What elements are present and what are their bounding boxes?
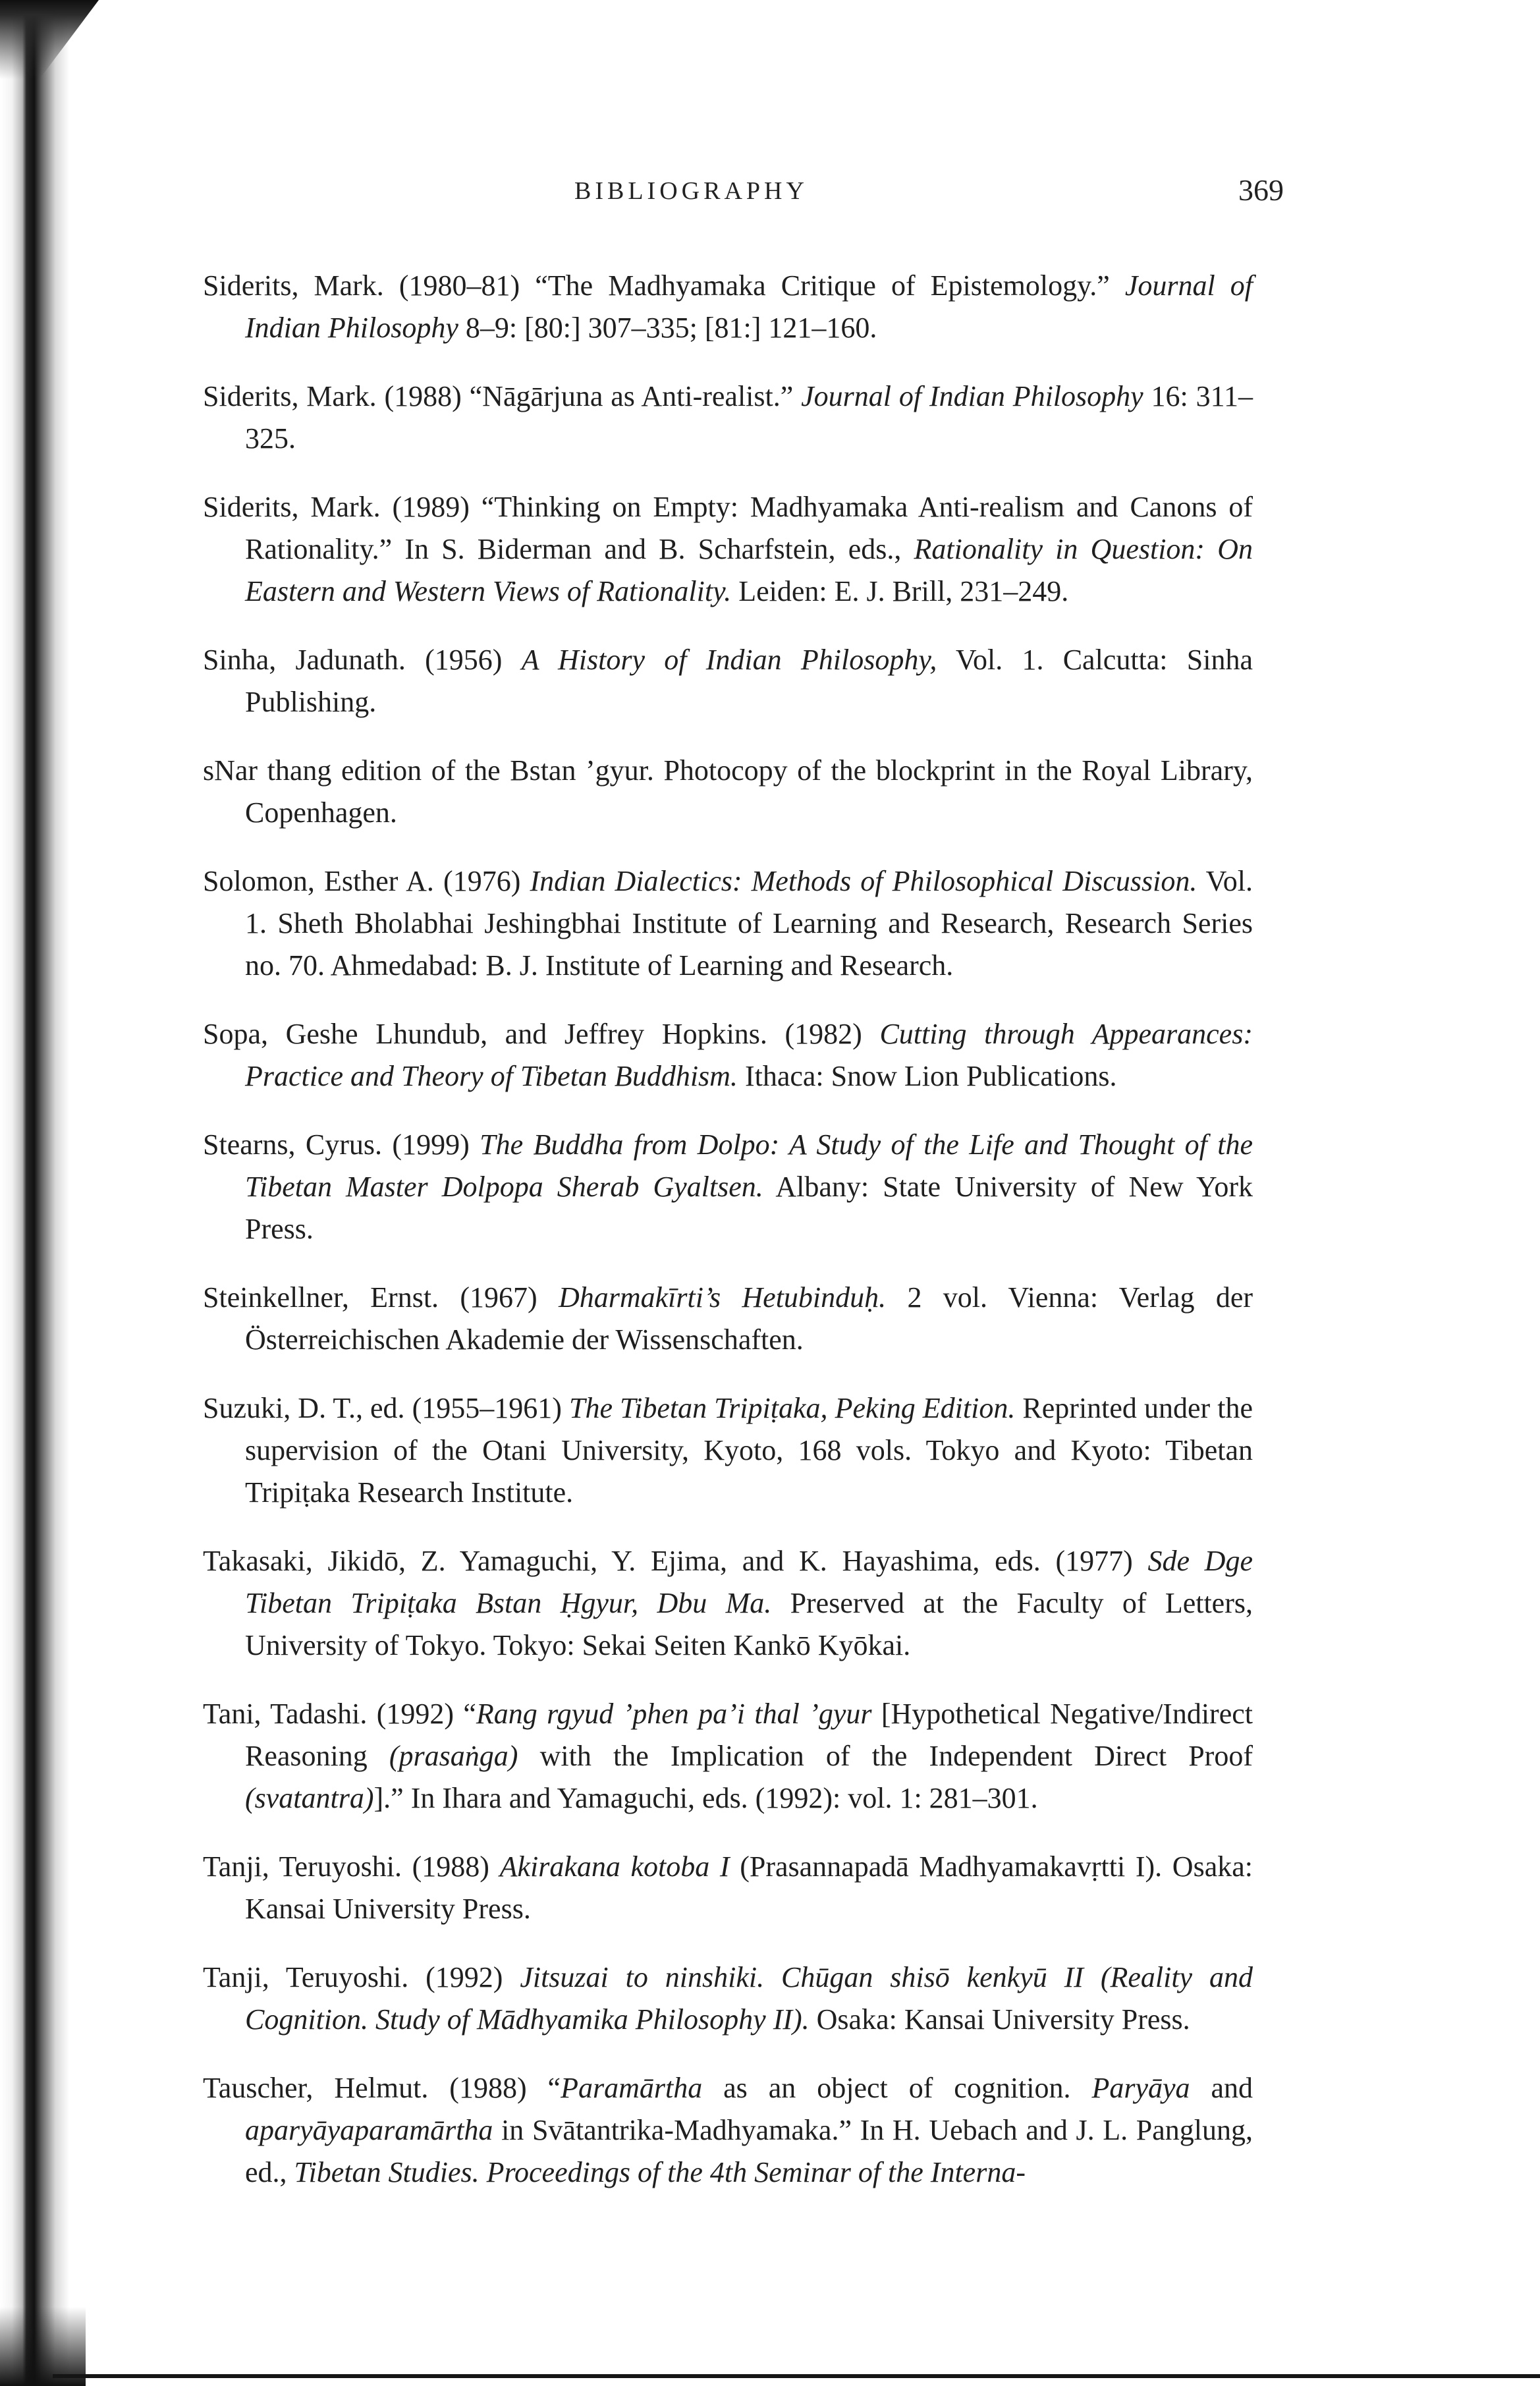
- bibliography-entry-solomon-1976: Solomon, Esther A. (1976) Indian Dialectics: Methods of Philosophical Discussion. Vol. 1. Sheth Bholabhai Jeshingbhai Institute of Learning and Research, Research Series no. 70. Ahmedabad: B. J. Institute of Learning and Research.: [203, 865, 1253, 982]
- bibliography-entry-stearns-1999: Stearns, Cyrus. (1999) The Buddha from Dolpo: A Study of the Life and Thought of the Tibetan Master Dolpopa Sherab Gyaltsen. Albany: State University of New York Press.: [203, 1128, 1253, 1245]
- bibliography-entry-siderits-1989: Siderits, Mark. (1989) “Thinking on Empty: Madhyamaka Anti-realism and Canons of Rationality.” In S. Biderman and B. Scharfstein, eds., Rationality in Question: On Eastern and Western Views of Rationality. Leiden: E. J. Brill, 231–249.: [203, 491, 1253, 607]
- page-number: 369: [1238, 173, 1284, 207]
- bibliography-entry-sinha-1956: Sinha, Jadunath. (1956) A History of Indian Philosophy, Vol. 1. Calcutta: Sinha Publishing.: [203, 644, 1253, 718]
- scan-bottom-edge: [53, 2374, 1540, 2378]
- bibliography-entry-siderits-1980: Siderits, Mark. (1980–81) “The Madhyamaka Critique of Epistemology.” Journal of Indian Philosophy 8–9: [80:] 307–335; [81:] 121–160.: [203, 269, 1253, 344]
- bibliography-entry-tanji-1992: Tanji, Teruyoshi. (1992) Jitsuzai to ninshiki. Chūgan shisō kenkyū II (Reality and Cognition. Study of Mādhyamika Philosophy II). Osaka: Kansai University Press.: [203, 1961, 1253, 2036]
- bibliography-entry-siderits-1988: Siderits, Mark. (1988) “Nāgārjuna as Anti-realist.” Journal of Indian Philosophy 16: 311–325.: [203, 380, 1253, 455]
- bibliography-entry-takasaki-1977: Takasaki, Jikidō, Z. Yamaguchi, Y. Ejima, and K. Hayashima, eds. (1977) Sde Dge Tibetan Tripiṭaka Bstan Ḥgyur, Dbu Ma. Preserved at the Faculty of Letters, University of Tokyo. Tokyo: Sekai Seiten Kankō Kyōkai.: [203, 1545, 1253, 1661]
- bibliography-list: [203, 265, 1253, 2220]
- bibliography-entry-tauscher-1988: Tauscher, Helmut. (1988) “Paramārtha as an object of cognition. Paryāya and aparyāyaparamārtha in Svātantrika-Madhyamaka.” In H. Uebach and J. L. Panglung, ed., Tibetan Studies. Proceedings of the 4th Seminar of the Interna-: [203, 2072, 1253, 2188]
- book-binding-shadow: [0, 0, 69, 2386]
- bibliography-entry-sopa-1982: Sopa, Geshe Lhundub, and Jeffrey Hopkins. (1982) Cutting through Appearances: Practice and Theory of Tibetan Buddhism. Ithaca: Snow Lion Publications.: [203, 1018, 1253, 1092]
- bibliography-entry-suzuki-1955: Suzuki, D. T., ed. (1955–1961) The Tibetan Tripiṭaka, Peking Edition. Reprinted under the supervision of the Otani University, Kyoto, 168 vols. Tokyo and Kyoto: Tibetan Tripiṭaka Research Institute.: [203, 1392, 1253, 1509]
- bibliography-entry-snar-thang: sNar thang edition of the Bstan ’gyur. Photocopy of the blockprint in the Royal Library, Copenhagen.: [203, 754, 1253, 829]
- running-head: BIBLIOGRAPHY: [574, 177, 808, 205]
- bibliography-entry-steinkellner-1967: Steinkellner, Ernst. (1967) Dharmakīrti’s Hetubinduḥ. 2 vol. Vienna: Verlag der Österreichischen Akademie der Wissenschaften.: [203, 1281, 1253, 1356]
- bibliography-entry-tanji-1988: Tanji, Teruyoshi. (1988) Akirakana kotoba I (Prasannapadā Madhyamakavṛtti I). Osaka: Kansai University Press.: [203, 1850, 1253, 1925]
- bibliography-entry-tani-1992: Tani, Tadashi. (1992) “Rang rgyud ’phen pa’i thal ’gyur [Hypothetical Negative/Indirect Reasoning (prasaṅga) with the Implication of the Independent Direct Proof (svatantra)].” In Ihara and Yamaguchi, eds. (1992): vol. 1: 281–301.: [203, 1698, 1253, 1814]
